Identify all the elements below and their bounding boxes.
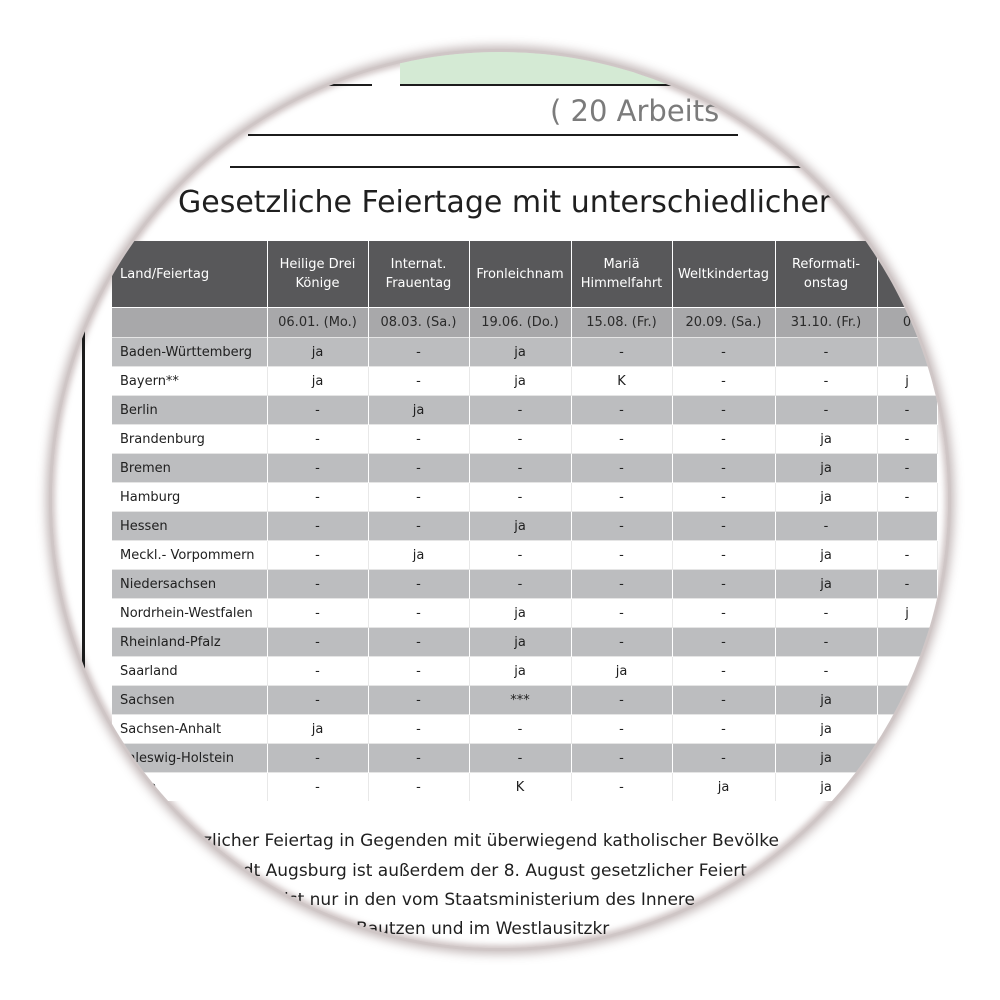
holiday-value-cell: -: [368, 512, 469, 541]
holiday-value-cell: ja: [368, 541, 469, 570]
state-name-cell: Hamburg: [112, 483, 267, 512]
holiday-value-cell: -: [672, 657, 775, 686]
holiday-value-cell: ja: [267, 338, 368, 367]
section-rule: [230, 166, 948, 168]
state-name-cell: chleswig-Holstein: [112, 744, 267, 773]
table-row: [112, 512, 937, 541]
footnote-line: ndt Augsburg ist außerdem der 8. August gesetzlicher Feiert: [232, 861, 747, 881]
holiday-value-cell: -: [877, 454, 937, 483]
state-name-cell: Berlin: [112, 396, 267, 425]
holiday-value-cell: -: [267, 454, 368, 483]
table-row: [112, 628, 937, 657]
holiday-value-cell: [877, 512, 937, 541]
holiday-value-cell: -: [469, 425, 571, 454]
holiday-value-cell: -: [571, 338, 672, 367]
holiday-value-cell: -: [571, 425, 672, 454]
holiday-value-cell: ja: [469, 338, 571, 367]
holiday-value-cell: -: [267, 396, 368, 425]
date-cell: 08.03. (Sa.): [368, 308, 469, 338]
holiday-value-cell: K: [571, 367, 672, 396]
state-name-cell: Meckl.- Vorpommern: [112, 541, 267, 570]
date-cell: 20.09. (Sa.): [672, 308, 775, 338]
holiday-value-cell: ja: [571, 657, 672, 686]
table-row: [112, 773, 937, 802]
column-header: Reformati-onstag: [775, 241, 877, 308]
column-header: [877, 241, 937, 308]
holiday-value-cell: -: [267, 686, 368, 715]
holiday-value-cell: -: [267, 483, 368, 512]
date-cell: 06.01. (Mo.): [267, 308, 368, 338]
holiday-value-cell: [877, 338, 937, 367]
column-header: Fronleichnam: [469, 241, 571, 308]
holiday-value-cell: -: [368, 338, 469, 367]
magnifier-lens: [52, 52, 948, 948]
table-row: [112, 367, 937, 396]
column-header: Weltkindertag: [672, 241, 775, 308]
holiday-table: [112, 241, 938, 801]
holiday-value-cell: ja: [775, 454, 877, 483]
holiday-value-cell: [877, 773, 937, 802]
holiday-value-cell: j: [877, 367, 937, 396]
holiday-value-cell: ja: [775, 773, 877, 802]
highlighted-cell: [400, 52, 760, 84]
holiday-value-cell: -: [571, 396, 672, 425]
workdays-note: ( 20 Arbeits: [550, 94, 720, 128]
table-row: [112, 541, 937, 570]
page-title: Gesetzliche Feiertage mit unterschiedlicher: [178, 185, 832, 220]
holiday-value-cell: -: [368, 367, 469, 396]
state-name-cell: Rheinland-Pfalz: [112, 628, 267, 657]
holiday-value-cell: ja: [469, 628, 571, 657]
holiday-value-cell: -: [267, 512, 368, 541]
holiday-value-cell: -: [672, 744, 775, 773]
date-cell: [112, 308, 267, 338]
holiday-value-cell: -: [368, 686, 469, 715]
holiday-value-cell: -: [571, 599, 672, 628]
holiday-value-cell: -: [775, 367, 877, 396]
table-row: [112, 570, 937, 599]
holiday-value-cell: -: [267, 657, 368, 686]
left-frame-line: [82, 225, 85, 825]
state-name-cell: Sachsen-Anhalt: [112, 715, 267, 744]
holiday-value-cell: -: [877, 483, 937, 512]
holiday-value-cell: ja: [368, 396, 469, 425]
holiday-value-cell: -: [469, 570, 571, 599]
holiday-value-cell: -: [571, 628, 672, 657]
holiday-value-cell: -: [877, 570, 937, 599]
holiday-value-cell: -: [571, 454, 672, 483]
holiday-value-cell: [877, 715, 937, 744]
column-header: Mariä Himmelfahrt: [571, 241, 672, 308]
holiday-value-cell: -: [877, 425, 937, 454]
table-row: [112, 454, 937, 483]
holiday-value-cell: [877, 686, 937, 715]
holiday-value-cell: -: [672, 541, 775, 570]
holiday-value-cell: -: [672, 686, 775, 715]
holiday-value-cell: -: [571, 773, 672, 802]
holiday-value-cell: -: [368, 657, 469, 686]
holiday-value-cell: -: [672, 338, 775, 367]
header-row: [112, 241, 937, 308]
holiday-value-cell: -: [571, 483, 672, 512]
table-row: [112, 744, 937, 773]
holiday-value-cell: -: [368, 454, 469, 483]
footnote-line: etzlicher Feiertag in Gegenden mit überwiegend katholischer Bevölke: [186, 831, 779, 851]
holiday-value-cell: -: [775, 599, 877, 628]
holiday-value-cell: ja: [469, 657, 571, 686]
holiday-value-cell: -: [368, 715, 469, 744]
holiday-value-cell: -: [775, 512, 877, 541]
holiday-value-cell: ***: [469, 686, 571, 715]
holiday-value-cell: ja: [775, 686, 877, 715]
footnote-line: ist nur in den vom Staatsministerium des Innere: [284, 890, 695, 910]
holiday-value-cell: [877, 628, 937, 657]
table-row: [112, 396, 937, 425]
holiday-value-cell: -: [775, 657, 877, 686]
holiday-value-cell: -: [571, 541, 672, 570]
holiday-value-cell: -: [672, 599, 775, 628]
holiday-value-cell: -: [368, 483, 469, 512]
date-cell: 15.08. (Fr.): [571, 308, 672, 338]
holiday-value-cell: -: [775, 628, 877, 657]
holiday-value-cell: [877, 657, 937, 686]
holiday-value-cell: -: [672, 396, 775, 425]
holiday-value-cell: -: [368, 628, 469, 657]
holiday-value-cell: -: [877, 396, 937, 425]
table-row: [112, 686, 937, 715]
document-page: [52, 52, 948, 948]
holiday-value-cell: -: [267, 570, 368, 599]
holiday-value-cell: -: [469, 483, 571, 512]
state-name-cell: Sachsen: [112, 686, 267, 715]
holiday-value-cell: ja: [672, 773, 775, 802]
holiday-value-cell: ja: [775, 483, 877, 512]
holiday-value-cell: -: [571, 744, 672, 773]
holiday-value-cell: -: [368, 744, 469, 773]
workdays-underline: [248, 134, 738, 136]
holiday-value-cell: -: [672, 628, 775, 657]
holiday-value-cell: -: [571, 570, 672, 599]
date-row: [112, 308, 937, 338]
holiday-value-cell: ja: [775, 744, 877, 773]
holiday-value-cell: -: [571, 715, 672, 744]
holiday-value-cell: -: [775, 396, 877, 425]
column-header: Heilige Drei Könige: [267, 241, 368, 308]
footnote-line: reis Bautzen und im Westlausitzkr: [320, 919, 610, 939]
holiday-value-cell: -: [672, 715, 775, 744]
holiday-value-cell: ja: [775, 541, 877, 570]
state-name-cell: Bremen: [112, 454, 267, 483]
holiday-value-cell: -: [368, 570, 469, 599]
table-row: [112, 483, 937, 512]
holiday-value-cell: -: [368, 425, 469, 454]
holiday-value-cell: ja: [775, 570, 877, 599]
state-name-cell: Bayern**: [112, 367, 267, 396]
holiday-value-cell: ja: [469, 367, 571, 396]
holiday-value-cell: -: [267, 541, 368, 570]
holiday-value-cell: -: [267, 425, 368, 454]
top-rule-left: [320, 84, 372, 86]
holiday-value-cell: -: [267, 599, 368, 628]
holiday-value-cell: ja: [267, 715, 368, 744]
holiday-value-cell: -: [775, 338, 877, 367]
state-name-cell: Saarland: [112, 657, 267, 686]
holiday-value-cell: -: [368, 773, 469, 802]
table-row: [112, 657, 937, 686]
holiday-value-cell: -: [571, 686, 672, 715]
date-cell: 31.10. (Fr.): [775, 308, 877, 338]
holiday-value-cell: -: [267, 744, 368, 773]
holiday-value-cell: -: [672, 512, 775, 541]
holiday-value-cell: -: [877, 541, 937, 570]
holiday-value-cell: -: [672, 367, 775, 396]
holiday-value-cell: ja: [469, 512, 571, 541]
state-name-cell: Brandenburg: [112, 425, 267, 454]
state-name-cell: Baden-Württemberg: [112, 338, 267, 367]
table-row: [112, 338, 937, 367]
holiday-value-cell: -: [672, 454, 775, 483]
table-row: [112, 715, 937, 744]
holiday-value-cell: [877, 744, 937, 773]
holiday-value-cell: -: [469, 454, 571, 483]
top-rule-right: [400, 84, 760, 86]
holiday-value-cell: -: [469, 541, 571, 570]
holiday-value-cell: -: [267, 628, 368, 657]
state-name-cell: Hessen: [112, 512, 267, 541]
date-cell: 19.06. (Do.): [469, 308, 571, 338]
column-header: Land/Feiertag: [112, 241, 267, 308]
holiday-value-cell: K: [469, 773, 571, 802]
holiday-value-cell: ja: [775, 715, 877, 744]
holiday-value-cell: -: [368, 599, 469, 628]
state-name-cell: Niedersachsen: [112, 570, 267, 599]
holiday-value-cell: ja: [469, 599, 571, 628]
state-name-cell: Nordrhein-Westfalen: [112, 599, 267, 628]
table-row: [112, 425, 937, 454]
holiday-value-cell: -: [672, 425, 775, 454]
holiday-value-cell: ja: [775, 425, 877, 454]
holiday-value-cell: -: [469, 396, 571, 425]
column-header: Internat. Frauentag: [368, 241, 469, 308]
date-cell: 0: [877, 308, 937, 338]
holiday-value-cell: j: [877, 599, 937, 628]
holiday-value-cell: -: [672, 483, 775, 512]
holiday-value-cell: -: [267, 773, 368, 802]
holiday-value-cell: -: [469, 744, 571, 773]
holiday-value-cell: -: [571, 512, 672, 541]
holiday-value-cell: ja: [267, 367, 368, 396]
holiday-value-cell: -: [469, 715, 571, 744]
holiday-value-cell: -: [672, 570, 775, 599]
state-name-cell: ingen: [112, 773, 267, 802]
table-row: [112, 599, 937, 628]
